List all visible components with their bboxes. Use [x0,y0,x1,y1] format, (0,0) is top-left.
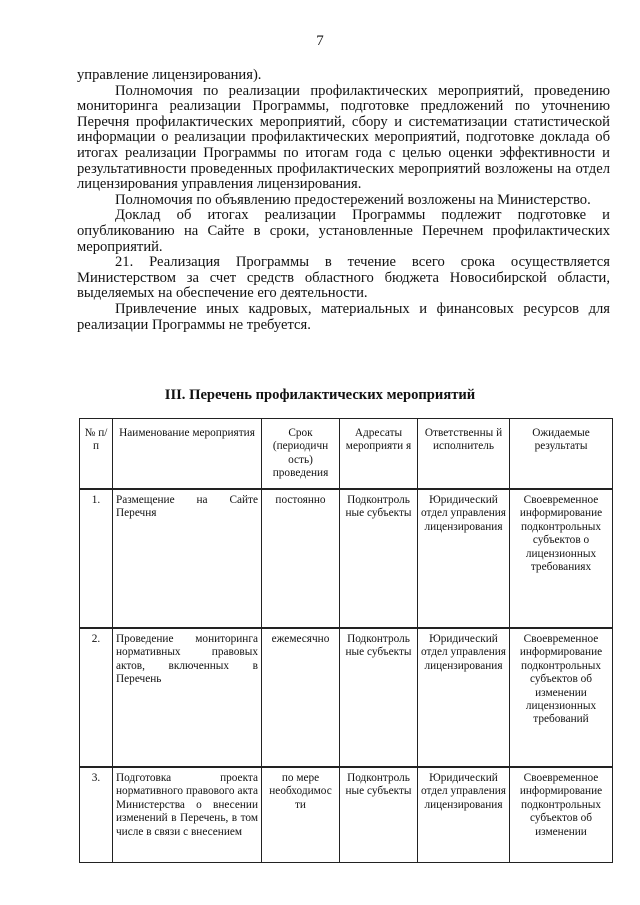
row-result: Своевременное информирование подконтрольных субъектов об изменении лицензионных требований [510,629,613,767]
row-responsible: Юридический отдел управления лицензирования [418,629,510,767]
row-num: 1. [80,490,113,628]
row-target: Подконтроль ные субъекты [340,768,418,863]
row-result: Своевременное информирование подконтрольных субъектов о лицензионных требованиях [510,490,613,628]
row-term: по мере необходимос ти [262,768,340,863]
table-row [80,629,613,767]
row-num: 2. [80,629,113,767]
table-row [80,490,613,628]
row-target: Подконтроль ные субъекты [340,490,418,628]
header-num: № п/п [80,419,113,489]
header-name: Наименование мероприятия [113,419,262,489]
row-term: постоянно [262,490,340,628]
row-name: Проведение мониторинга нормативных правовых актов, включенных в Перечень [113,629,262,767]
header-term: Срок (периодичн ость) проведения [262,419,340,489]
paragraph-resources: Привлечение иных кадровых, материальных и финансовых ресурсов для реализации Программы не требуется. [77,300,610,333]
paragraph-continuation: управление лицензирования). [77,67,262,83]
row-name: Размещение на Сайте Перечня [113,490,262,628]
measures-table [79,418,613,863]
paragraph-item-21: 21. Реализация Программы в течение всего срока осуществляется Министерством за счет средств областного бюджета Новосибирской области, выделяемых на обеспечение его деятельности. [77,254,610,302]
header-responsible: Ответственны й исполнитель [418,419,510,489]
paragraph-authority-prevention: Полномочия по реализации профилактических мероприятий, проведению мониторинга реализации Программы, подготовке предложений по уточнению Перечня профилактических мероприятий, сбору и систематизации статистической информации о реализации профилактических мероприятий, подготовке доклада об итогах реализации Программы по итогам года с целью оценки эффективности и результативности проведенных профилактических мероприятий возложены на отдел лицензирования управления лицензирования. [77,82,610,193]
row-name: Подготовка проекта нормативного правового акта Министерства о внесении изменений в Перечень, в том числе в связи с внесением [113,768,262,863]
row-responsible: Юридический отдел управления лицензирования [418,490,510,628]
section-title: III. Перечень профилактических мероприятий [164,387,476,403]
row-target: Подконтроль ные субъекты [340,629,418,767]
row-responsible: Юридический отдел управления лицензирования [418,768,510,863]
header-target: Адресаты мероприяти я [340,419,418,489]
page-number: 7 [316,33,324,49]
table-header-row [80,419,613,489]
row-num: 3. [80,768,113,863]
table-row [80,768,613,863]
row-result: Своевременное информирование подконтрольных субъектов об изменении [510,768,613,863]
paragraph-report: Доклад об итогах реализации Программы подлежит подготовке и опубликованию на Сайте в сроки, установленные Перечнем профилактических мероприятий. [77,207,610,255]
paragraph-authority-warnings: Полномочия по объявлению предостережений возложены на Министерство. [115,191,591,208]
row-term: ежемесячно [262,629,340,767]
header-result: Ожидаемые результаты [510,419,613,489]
body-text [77,68,610,333]
